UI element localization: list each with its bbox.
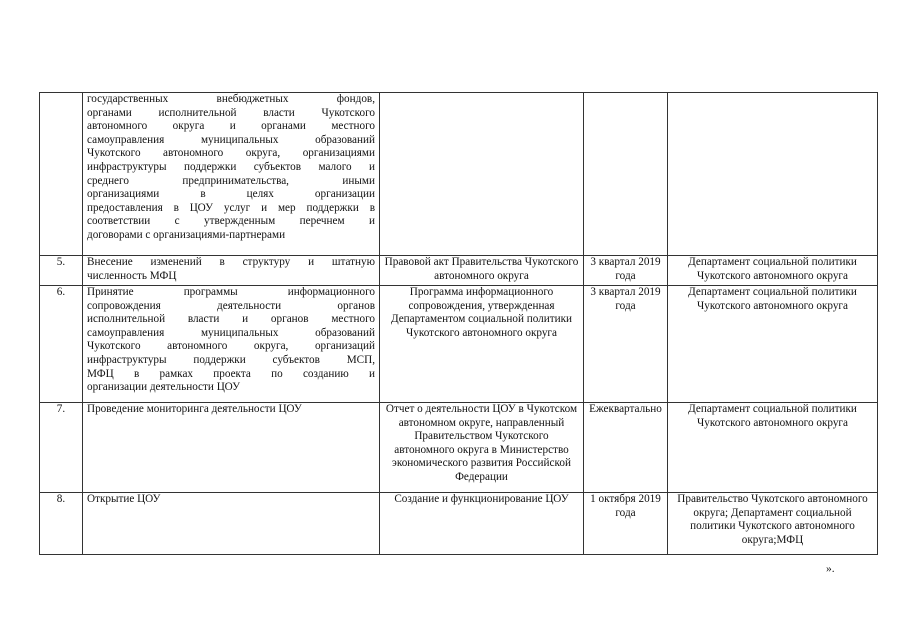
- description-line: договорами с организациями-партнерами: [87, 228, 286, 241]
- description-line: сопровождения деятельности органов: [87, 299, 375, 312]
- deadline-cell: 1 октября 2019 года: [584, 493, 668, 555]
- event-description: [83, 93, 380, 256]
- row-number: [40, 93, 83, 256]
- row-number: 6.: [40, 286, 83, 403]
- closing-quote-mark: ».: [826, 563, 835, 575]
- action-plan-table: [39, 92, 878, 555]
- row-number: 7.: [40, 403, 83, 493]
- executor-cell: Департамент социальной политики Чукотского автономного округа: [668, 286, 878, 403]
- deadline-cell: 3 квартал 2019 года: [584, 286, 668, 403]
- deadline-cell: Ежеквартально: [584, 403, 668, 493]
- description-line: организациями в целях организации: [87, 188, 375, 201]
- table-row: [40, 403, 878, 493]
- row-number: 8.: [40, 493, 83, 555]
- description-line: Чукотского автономного округа, организаций: [87, 340, 375, 353]
- description-line: Чукотского автономного округа, организациями: [87, 147, 375, 160]
- document-cell: Правовой акт Правительства Чукотского автономного округа: [380, 256, 584, 286]
- description-line: численность МФЦ: [87, 269, 177, 282]
- event-description: [83, 256, 380, 286]
- executor-cell: Департамент социальной политики Чукотского автономного округа: [668, 256, 878, 286]
- event-description: [83, 403, 380, 493]
- document-cell: Программа информационного сопровождения, утвержденная Департаментом социальной политики Чукотского автономного округа: [380, 286, 584, 403]
- description-line: исполнительной власти и органов местного: [87, 313, 375, 326]
- description-line: самоуправления муниципальных образований: [87, 133, 375, 146]
- description-line: автономного округа и органами местного: [87, 120, 375, 133]
- description-line: соответствии с утвержденным перечнем и: [87, 215, 375, 228]
- executor-cell: [668, 93, 878, 256]
- description-line: Открытие ЦОУ: [87, 493, 161, 505]
- deadline-cell: 3 квартал 2019 года: [584, 256, 668, 286]
- description-line: МФЦ в рамках проекта по созданию и: [87, 367, 375, 380]
- deadline-cell: [584, 93, 668, 256]
- event-description: [83, 493, 380, 555]
- description-line: предоставления в ЦОУ услуг и мер поддержки в: [87, 201, 375, 214]
- table-row: [40, 256, 878, 286]
- description-line: самоуправления муниципальных образований: [87, 326, 375, 339]
- table-row: [40, 286, 878, 403]
- description-line: инфраструктуры поддержки субъектов МСП,: [87, 353, 375, 366]
- description-line: Проведение мониторинга деятельности ЦОУ: [87, 403, 302, 415]
- description-line: государственных внебюджетных фондов,: [87, 93, 375, 105]
- description-line: организации деятельности ЦОУ: [87, 381, 241, 394]
- executor-cell: Правительство Чукотского автономного округа; Департамент социальной политики Чукотского автономного округа;МФЦ: [668, 493, 878, 555]
- document-cell: Создание и функционирование ЦОУ: [380, 493, 584, 555]
- document-cell: Отчет о деятельности ЦОУ в Чукотском автономном округе, направленный Правительством Чукотского автономного округа в Министерство экономического развития Российской Федерации: [380, 403, 584, 493]
- description-line: органами исполнительной власти Чукотского: [87, 106, 375, 119]
- executor-cell: Департамент социальной политики Чукотского автономного округа: [668, 403, 878, 493]
- table-row: [40, 93, 878, 256]
- description-line: инфраструктуры поддержки субъектов малого и: [87, 160, 375, 173]
- document-cell: [380, 93, 584, 256]
- table-row: [40, 493, 878, 555]
- description-line: Принятие программы информационного: [87, 286, 375, 298]
- description-line: среднего предпринимательства, иными: [87, 174, 375, 187]
- event-description: [83, 286, 380, 403]
- row-number: 5.: [40, 256, 83, 286]
- description-line: Внесение изменений в структуру и штатную: [87, 256, 375, 268]
